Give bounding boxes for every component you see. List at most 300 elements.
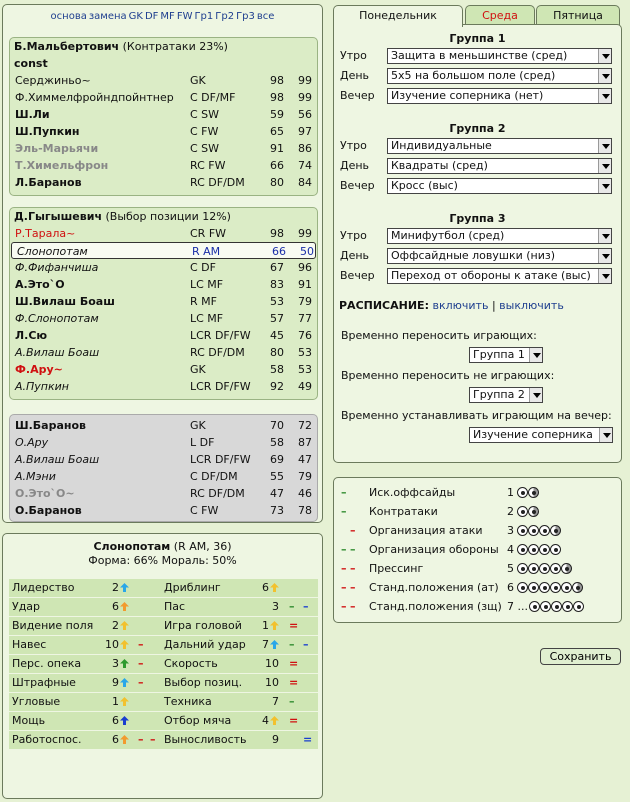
stat-label: Отбор мяча [164,714,232,727]
tactic-value: 1 [507,486,514,499]
tactic-row [334,541,621,560]
training-select[interactable] [387,138,612,154]
nav-filter-item[interactable]: все [256,11,275,22]
player-position: C FW [190,504,219,517]
stat-value [259,731,279,749]
stat-value [259,598,279,616]
minus-icon: – [341,562,347,575]
player-name: А.Вилаш Боаш [15,346,100,359]
player-row[interactable] [10,361,317,378]
chevron-down-icon [598,179,611,193]
player-name: А.Это`О [15,278,65,291]
player-value-2: 91 [298,278,312,291]
player-value-1: 80 [270,176,284,189]
training-value: 5х5 на большом поле (сред) [391,69,556,82]
tactic-row [334,522,621,541]
tactic-balls [517,581,583,599]
stat-label: Техника [164,695,212,708]
player-row[interactable] [10,451,317,468]
schedule-row [339,299,564,312]
trend-arrow-icon [120,656,129,665]
minus-icon: – [350,562,356,575]
player-row[interactable] [10,310,317,327]
player-row[interactable] [10,259,317,276]
ball-icon [517,544,528,555]
player-position: RC FW [190,159,226,172]
player-row[interactable] [10,106,317,123]
schedule-label: РАСПИСАНИЕ: [339,299,429,312]
ball-icon [540,601,551,612]
nav-filter-item[interactable]: Гр2 [215,11,235,22]
player-value-1: 55 [270,470,284,483]
player-row[interactable] [10,502,317,519]
player-value-1: 73 [270,504,284,517]
player-value-1: 47 [270,487,284,500]
tactic-name: Иск.оффсайды [369,486,456,499]
player-value-2: 77 [298,312,312,325]
player-position: CR FW [190,227,227,240]
stat-value [259,712,279,730]
player-name: Серджиньо~ [15,74,91,87]
ball-icon [573,601,584,612]
player-row[interactable] [10,157,317,174]
stat-row [9,598,318,617]
player-name: Слонопотам [93,540,171,553]
stat-number: 4 [262,714,269,727]
stat-number: 6 [112,733,119,746]
training-value: Защита в меньшинстве (сред) [391,49,568,62]
player-value-2: 76 [298,329,312,342]
stat-number: 10 [105,638,119,651]
stat-value [101,617,129,635]
stat-label: Удар [12,600,41,613]
nav-filter-item[interactable]: Гр3 [236,11,255,22]
schedule-disable-link[interactable]: выключить [499,299,564,312]
half-ball-icon [572,582,583,593]
stat-row [9,731,318,750]
stat-value [101,731,129,749]
move-not-playing-value: Группа 2 [473,388,525,401]
stat-value [101,598,129,616]
ball-icon [528,544,539,555]
minus-icon: – [138,657,144,670]
player-value-2: 53 [298,363,312,376]
training-select[interactable] [387,228,612,244]
trend-arrow-icon [120,694,129,703]
evening-label: Временно устанавливать играющим на вечер: [341,409,612,422]
player-position: LCR DF/FW [190,380,251,393]
player-position: RC DF/DM [190,487,245,500]
minus-icon: – [150,733,156,746]
player-row[interactable] [10,468,317,485]
training-value: Кросс (выс) [391,179,458,192]
stat-label: Выносливость [164,733,247,746]
stat-value [259,617,279,635]
equals-icon: = [289,657,299,670]
player-position: LCR DF/FW [190,329,251,342]
tactic-balls [517,524,561,542]
nav-filter-item[interactable]: Гр1 [194,11,214,22]
player-row[interactable] [10,225,317,242]
slot-label: Утро [340,139,367,152]
player-value-1: 98 [270,227,284,240]
player-position: R MF [190,295,217,308]
minus-icon: – [350,543,356,556]
player-row[interactable] [10,72,317,89]
evening-select[interactable] [469,427,613,443]
stat-number: 1 [112,695,119,708]
training-select[interactable] [387,248,612,264]
player-value-1: 98 [270,91,284,104]
player-name: А.Вилаш Боаш [15,453,100,466]
save-button[interactable]: Сохранить [540,648,621,665]
training-value: Индивидуальные [391,139,492,152]
stat-label: Мощь [12,714,46,727]
training-select[interactable] [387,88,612,104]
ball-icon [517,487,528,498]
player-name: Слонопотам [17,245,88,258]
ball-icon [539,544,550,555]
player-value-1: 65 [270,125,284,138]
player-row[interactable] [10,485,317,502]
player-name: Ф.Фифанчиша [15,261,99,274]
player-value-2: 97 [298,125,312,138]
ball-icon [517,525,528,536]
player-row[interactable] [10,140,317,157]
training-panel [333,24,622,463]
player-position: C SW [190,108,220,121]
player-value-2: 84 [298,176,312,189]
player-row[interactable] [10,434,317,451]
player-row[interactable] [10,417,317,434]
chevron-down-icon [529,388,542,402]
training-value: Переход от обороны к атаке (выс) [391,269,591,282]
tactic-row [334,560,621,579]
trend-arrow-icon [120,618,129,627]
player-value-1: 83 [270,278,284,291]
nav-filter-item[interactable]: MF [160,11,175,22]
tactic-name: Организация атаки [369,524,483,537]
player-value-2: 86 [298,142,312,155]
player-name: О.Баранов [15,504,82,517]
stat-row [9,655,318,674]
stat-number: 6 [262,581,269,594]
training-select[interactable] [387,48,612,64]
player-value-1: 67 [270,261,284,274]
player-row[interactable] [10,327,317,344]
player-name: Р.Тарала~ [15,227,76,240]
player-value-1: 66 [270,159,284,172]
training-group-title: Группа 3 [449,212,506,225]
ball-icon [550,582,561,593]
player-value-1: 80 [270,346,284,359]
player-name: Ш.Баранов [15,419,86,432]
tactic-balls [529,600,584,618]
minus-icon: – [350,600,356,613]
slot-label: День [340,159,370,172]
ball-icon [539,563,550,574]
player-position: RC DF/DM [190,176,245,189]
player-group-1 [9,37,318,196]
stat-number: 10 [265,676,279,689]
trend-arrow-icon [120,713,129,722]
player-position: RC DF/DM [190,346,245,359]
player-position: L DF [190,436,215,449]
player-name: А.Пупкин [15,380,69,393]
tactic-value: 3 [507,524,514,537]
ball-icon [528,563,539,574]
player-form-morale: Форма: 66% Мораль: 50% [88,554,237,567]
schedule-separator: | [491,299,496,312]
stat-label: Угловые [12,695,61,708]
minus-icon: – [350,524,356,537]
player-value-2: 96 [298,261,312,274]
chevron-down-icon [598,269,611,283]
coach-style: (Выбор позиции 12%) [105,210,231,223]
stat-row [9,674,318,693]
player-position: GK [190,419,206,432]
move-playing-value: Группа 1 [473,348,525,361]
player-name: Ф.Слонопотам [15,312,99,325]
player-value-1: 70 [270,419,284,432]
chevron-down-icon [529,348,542,362]
trend-arrow-icon [270,618,279,627]
half-ball-icon [528,506,539,517]
player-row[interactable] [10,123,317,140]
trend-arrow-icon [270,580,279,589]
player-value-2: 78 [298,504,312,517]
slot-label: Утро [340,49,367,62]
tactic-value: 2 [507,505,514,518]
stat-number: 10 [265,657,279,670]
stat-number: 2 [112,619,119,632]
minus-icon: – [138,638,144,651]
stat-number: 9 [272,733,279,746]
chevron-down-icon [598,139,611,153]
equals-icon: = [303,733,313,746]
tactics-panel [333,477,622,623]
player-row[interactable] [10,174,317,191]
half-ball-icon [550,525,561,536]
tactic-value: 5 [507,562,514,575]
slot-label: День [340,69,370,82]
tactic-balls [517,543,561,561]
player-value-1: 92 [270,380,284,393]
player-position: LC MF [190,312,224,325]
stat-label: Видение поля [12,619,94,632]
player-value-2: 46 [298,487,312,500]
stat-label: Скорость [164,657,218,670]
stat-label: Навес [12,638,47,651]
training-select[interactable] [387,158,612,174]
filter-nav [3,11,322,22]
training-select[interactable] [387,178,612,194]
tactic-name: Прессинг [369,562,424,575]
tactic-row [334,579,621,598]
ball-icon [550,563,561,574]
player-row[interactable] [10,378,317,395]
player-row[interactable] [11,242,316,259]
coach-name: Д.Гыгышевич [14,210,102,223]
stat-label: Штрафные [12,676,76,689]
ball-icon [550,544,561,555]
player-value-2: 47 [298,453,312,466]
minus-icon: – [341,600,347,613]
stat-value [101,674,129,692]
stat-number: 6 [112,714,119,727]
equals-icon: = [289,619,299,632]
ball-icon [529,601,540,612]
tactic-row [334,484,621,503]
stat-value [259,636,279,654]
stat-label: Дриблинг [164,581,221,594]
minus-icon: – [289,695,295,708]
chevron-down-icon [598,229,611,243]
ball-icon [562,601,573,612]
player-value-1: 58 [270,436,284,449]
training-value: Минифутбол (сред) [391,229,505,242]
stat-value [101,655,129,673]
player-value-2: 99 [298,74,312,87]
slot-label: Вечер [340,179,375,192]
player-pos-age: (R AM, 36) [173,540,232,553]
tactic-value: 6 [507,581,514,594]
player-value-1: 57 [270,312,284,325]
move-playing-label: Временно переносить играющих: [341,329,537,342]
trend-arrow-icon [120,599,129,608]
minus-icon: – [138,733,144,746]
ball-icon [539,582,550,593]
nav-filter-item[interactable]: FW [176,11,193,22]
nav-filter-item[interactable]: GK [128,11,143,22]
tab-monday[interactable]: Понедельник [333,5,463,27]
tactic-name: Станд.положения (зщ) [369,600,502,613]
player-name: Ш.Пупкин [15,125,80,138]
player-value-2: 56 [298,108,312,121]
stat-value [259,579,279,597]
trend-arrow-icon [270,713,279,722]
player-position: C SW [190,142,220,155]
training-group-title: Группа 1 [449,32,506,45]
player-value-2: 87 [298,436,312,449]
half-ball-icon [561,563,572,574]
ball-icon [517,506,528,517]
tab-friday[interactable]: Пятница [536,5,620,26]
minus-icon: – [341,486,347,499]
player-group-2 [9,207,318,400]
tab-wednesday[interactable]: Среда [465,5,535,26]
nav-filter-item[interactable]: DF [144,11,159,22]
player-stats-panel [2,533,323,799]
player-name: Ф.Ару~ [15,363,63,376]
player-value-1: 53 [270,295,284,308]
stat-value [101,693,129,711]
stat-row [9,617,318,636]
player-row[interactable] [10,344,317,361]
player-name: Эль-Марьячи [15,142,99,155]
move-playing-select[interactable] [469,347,543,363]
stat-number: 3 [112,657,119,670]
training-select[interactable] [387,268,612,284]
ball-icon [517,582,528,593]
player-value-2: 53 [298,346,312,359]
tactic-name: Организация обороны [369,543,499,556]
tactic-balls [517,562,572,580]
ball-icon [528,525,539,536]
player-position: C DF [190,261,216,274]
stat-label: Пас [164,600,186,613]
ball-icon [528,582,539,593]
stat-number: 9 [112,676,119,689]
player-value-2: 79 [298,470,312,483]
player-value-2: 49 [298,380,312,393]
player-position: C DF/DM [190,470,238,483]
stat-label: Дальний удар [164,638,246,651]
slot-label: Вечер [340,269,375,282]
stat-label: Лидерство [12,581,75,594]
group-header [10,208,317,225]
player-position: GK [190,363,206,376]
stat-number: 7 [262,638,269,651]
player-position: LCR DF/FW [190,453,251,466]
chevron-down-icon [598,249,611,263]
tactic-balls [517,486,539,504]
stat-number: 2 [112,581,119,594]
ball-icon [551,601,562,612]
squad-panel [2,4,323,523]
player-row[interactable] [10,89,317,106]
minus-icon: – [350,581,356,594]
tactic-name: Станд.положения (ат) [369,581,499,594]
tactic-row [334,598,621,617]
player-value-1: 98 [270,74,284,87]
player-value-2: 99 [298,227,312,240]
stat-number: 3 [272,600,279,613]
chevron-down-icon [598,69,611,83]
minus-icon: – [341,543,347,556]
player-position: GK [190,74,206,87]
ball-icon [561,582,572,593]
player-row[interactable] [10,276,317,293]
player-name: О.Это`О~ [15,487,75,500]
stat-value [259,693,279,711]
minus-icon: – [289,600,295,613]
player-row[interactable] [10,293,317,310]
schedule-enable-link[interactable]: включить [432,299,489,312]
stat-number: 7 [272,695,279,708]
player-name: О.Ару [15,436,49,449]
evening-value: Изучение соперника [473,428,593,441]
stat-label: Перс. опека [12,657,82,670]
stat-row [9,693,318,712]
training-select[interactable] [387,68,612,84]
equals-icon: = [289,676,299,689]
nav-filter-item[interactable]: замена [88,11,127,22]
player-position: C FW [190,125,219,138]
chevron-down-icon [598,49,611,63]
slot-label: Вечер [340,89,375,102]
half-ball-icon [528,487,539,498]
player-value-1: 45 [270,329,284,342]
ball-icon [517,563,528,574]
trend-arrow-icon [120,732,129,741]
nav-filter-item[interactable]: основа [50,11,87,22]
player-value-1: 59 [270,108,284,121]
stat-number: 6 [112,600,119,613]
player-name: Ш.Вилаш Боаш [15,295,115,308]
move-not-playing-select[interactable] [469,387,543,403]
player-value-1: 91 [270,142,284,155]
